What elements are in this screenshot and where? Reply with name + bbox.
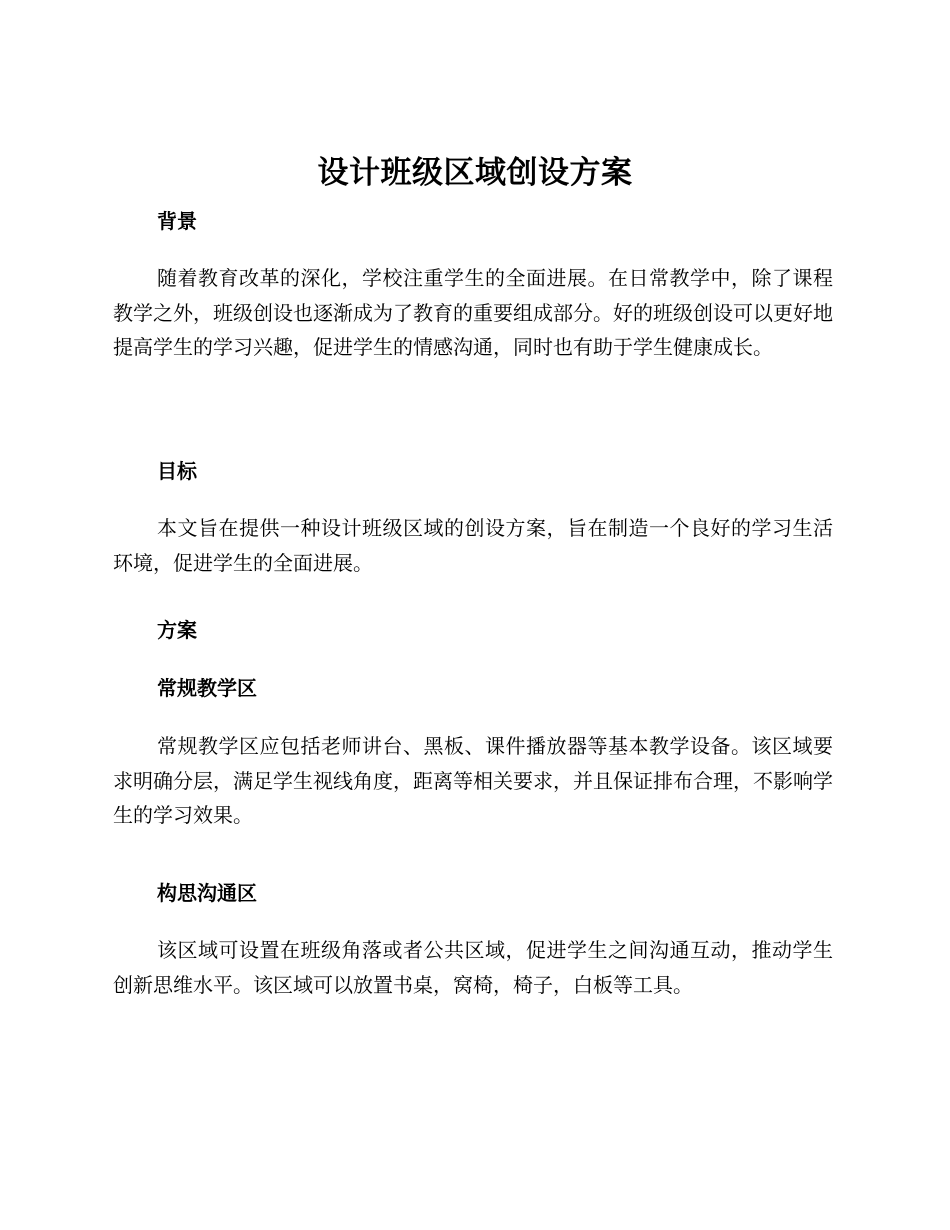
section-paragraph-goal: 本文旨在提供一种设计班级区域的创设方案，旨在制造一个良好的学习生活环境，促进学生的全面进展。 xyxy=(113,516,833,575)
section-heading-plan: 方案 xyxy=(157,618,197,642)
section-heading-communication-area: 构思沟通区 xyxy=(157,881,257,905)
section-paragraph-background: 随着教育改革的深化，学校注重学生的全面进展。在日常教学中，除了课程教学之外，班级创设也逐渐成为了教育的重要组成部分。好的班级创设可以更好地提高学生的学习兴趣，促进学生的情感沟通，同时也有助于学生健康成长。 xyxy=(113,266,833,359)
section-heading-background: 背景 xyxy=(157,209,197,233)
page-title: 设计班级区域创设方案 xyxy=(317,155,633,191)
section-paragraph-communication-area: 该区域可设置在班级角落或者公共区域，促进学生之间沟通互动，推动学生创新思维水平。该区域可以放置书桌，窝椅，椅子，白板等工具。 xyxy=(113,938,833,997)
section-paragraph-regular-teaching-area: 常规教学区应包括老师讲台、黑板、课件播放器等基本教学设备。该区域要求明确分层，满足学生视线角度，距离等相关要求，并且保证排布合理，不影响学生的学习效果。 xyxy=(113,734,833,827)
section-heading-goal: 目标 xyxy=(157,459,197,483)
section-heading-regular-teaching-area: 常规教学区 xyxy=(157,676,257,700)
